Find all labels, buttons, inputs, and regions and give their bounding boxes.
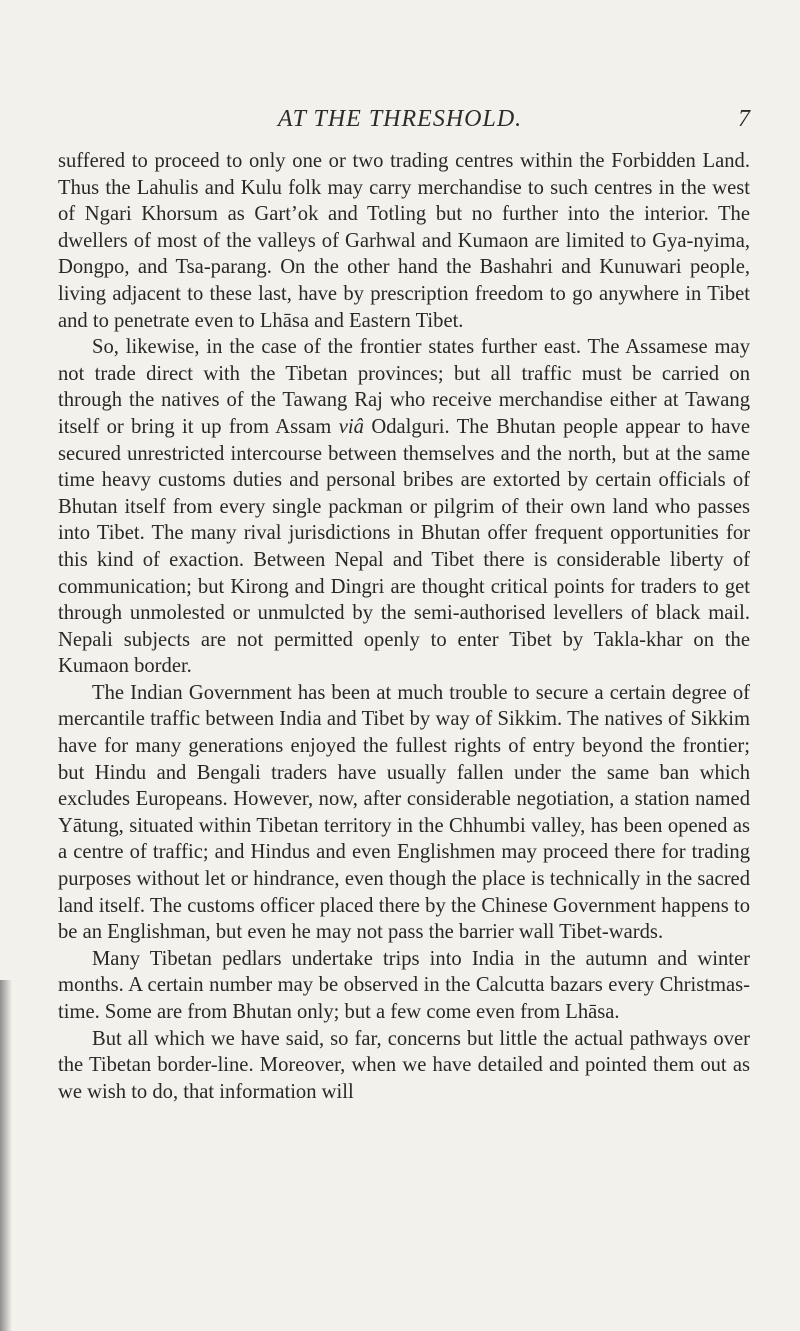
page-number: 7	[738, 106, 750, 132]
paragraph-3: The Indian Government has been at much trouble to secure a certain degree of mercantile traffic between India and Tibet by way of Sikkim. The natives of Sikkim have for many generations enjoyed the fullest rights of entry beyond the frontier; but Hindu and Bengali traders have usually fallen under the same ban which excludes Europeans. However, now, after considerable negotiation, a station named Yātung, situated within Tibetan territory in the Chhumbi valley, has been opened as a centre of traffic; and Hindus and even Englishmen may proceed there for trading purposes without let or hindrance, even though the place is technically in the sacred land itself. The customs officer placed there by the Chinese Government happens to be an Englishman, but even he may not pass the barrier wall Tibet-wards.	[58, 681, 750, 944]
paragraph-2	[58, 334, 750, 680]
paragraph-2-via: viâ	[338, 415, 364, 438]
paragraph-1: suffered to proceed to only one or two trading centres within the Forbidden Land. Thus the Lahulis and Kulu folk may carry merchandise to such centres in the west of Ngari Khorsum as Gart’ok and Totling but no further into the interior. The dwellers of most of the valleys of Garhwal and Kumaon are limited to Gya-nyima, Dongpo, and Tsa-parang. On the other hand the Bashahri and Kunuwari people, living adjacent to these last, have by prescription freedom to go anywhere in Tibet and to penetrate even to Lhāsa and Eastern Tibet.	[58, 150, 750, 332]
running-title: AT THE THRESHOLD.	[277, 106, 523, 132]
paragraph-4: Many Tibetan pedlars undertake trips into India in the autumn and winter months. A certain number may be observed in the Calcutta bazars every Christmas-time. Some are from Bhutan only; but a few come even from Lhāsa.	[58, 947, 750, 1023]
page-edge-shadow	[0, 980, 12, 1331]
paragraph-2-part-2: Odalguri. The Bhutan people appear to have secured unrestricted intercourse between themselves and the north, but at the same time heavy customs duties and personal bribes are extorted by certain officials of Bhutan itself from every single packman or pilgrim of their own land who passes into Tibet. The many rival jurisdictions in Bhutan offer frequent opportunities for this kind of exaction. Between Nepal and Tibet there is considerable liberty of communication; but Kirong and Dingri are thought critical points for traders to get through unmolested or unmulcted by the semi-authorised levellers of black mail. Nepali subjects are not permitted openly to enter Tibet by Takla-khar on the Kumaon border.	[58, 415, 750, 678]
running-head	[0, 106, 800, 136]
paragraph-5: But all which we have said, so far, concerns but little the actual pathways over the Tibetan border-line. Moreover, when we have detailed and pointed them out as we wish to do, that information will	[58, 1027, 750, 1103]
paragraph-2-part-1: So, likewise, in the case of the frontier states further east. The Assamese may not trade direct with the Tibetan provinces; but all traffic must be carried on through the natives of the Tawang Raj who receive merchandise either at Tawang itself or bring it up from Assam	[58, 336, 750, 438]
body-text	[58, 148, 750, 1105]
